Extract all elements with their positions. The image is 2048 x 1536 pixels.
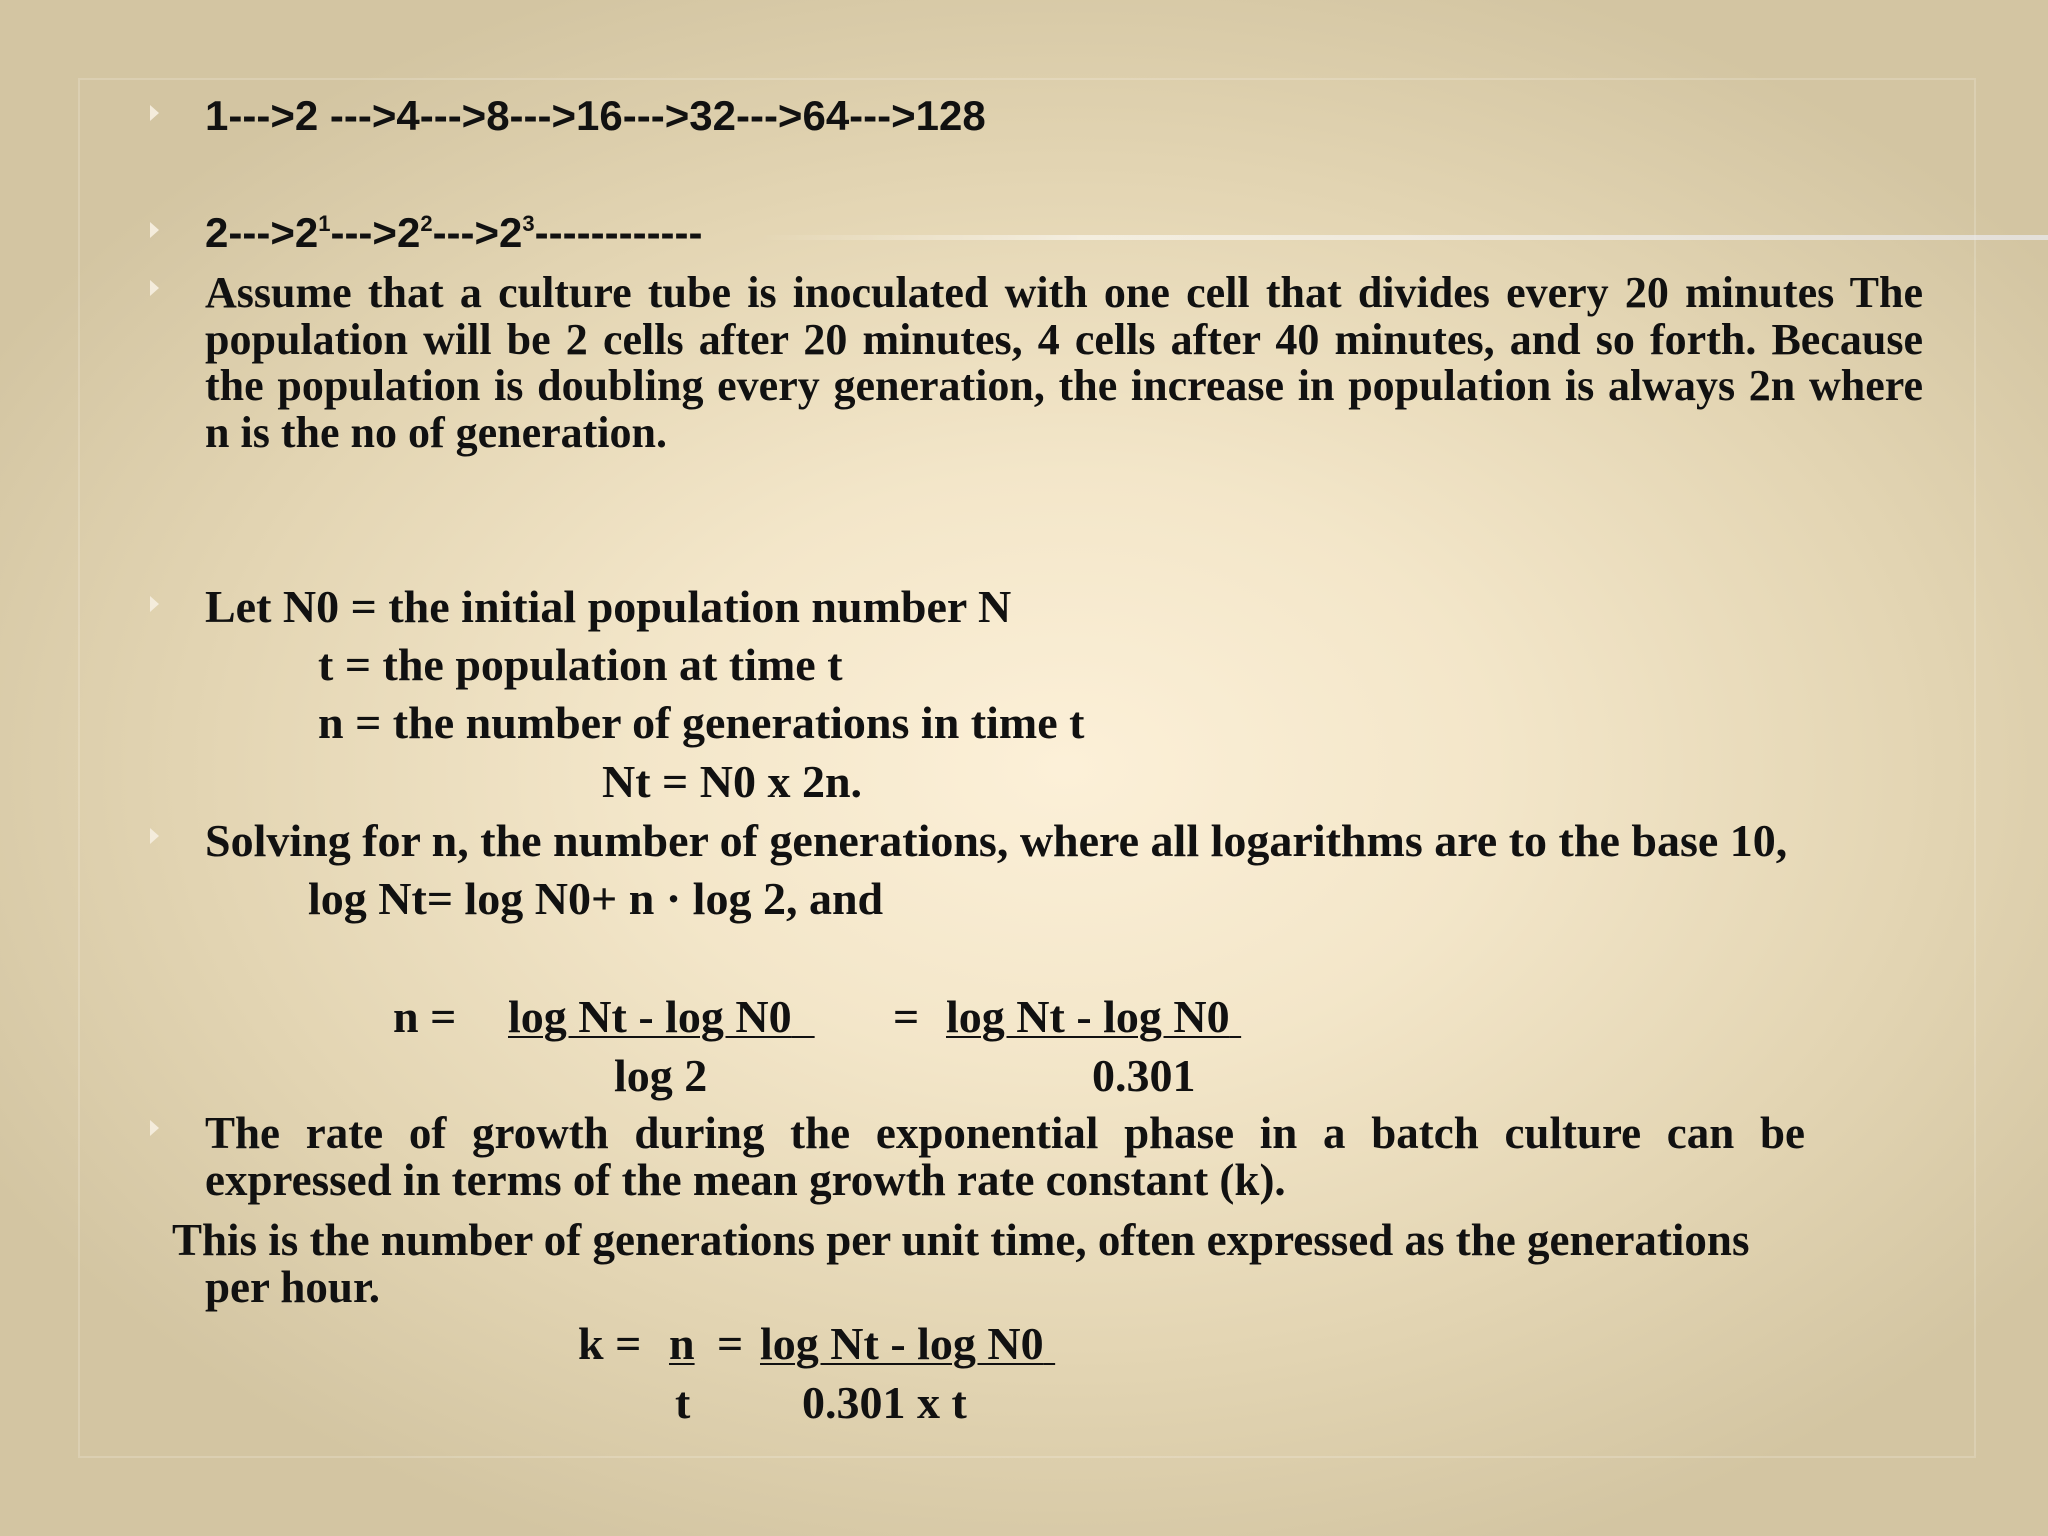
let-n0-line: Let N0 = the initial population number N	[205, 581, 1012, 632]
n-eq-lhs: n =	[393, 991, 457, 1042]
sequence-powers: $2--->2^1--->2^2--->2^3------------$	[205, 209, 703, 256]
n-eq-numerator-1: log Nt - log N0	[508, 991, 792, 1042]
rate-paragraph: The rate of growth during the exponential phase in a batch culture can be expressed in terms of the mean growth rate constant (k).	[205, 1108, 1805, 1205]
k-eq-numerator: log Nt - log N0	[760, 1318, 1044, 1369]
log-equation: log Nt= log N0+ n · log 2, and	[308, 873, 884, 924]
k-eq-lhs: k =	[578, 1318, 642, 1369]
bullet-icon	[150, 1120, 159, 1136]
n-eq-denominator-1: log 2	[614, 1050, 708, 1101]
bullet-icon	[150, 105, 159, 121]
k-eq-denominator: 0.301 x t	[802, 1377, 967, 1428]
k-eq-equals: =	[717, 1318, 744, 1369]
solving-line: Solving for n, the number of generations, where all logarithms are to the base 10,	[205, 815, 1788, 866]
k-eq-t: t	[675, 1377, 691, 1428]
definition-t: t = the population at time t	[318, 639, 843, 690]
sequence-doubling: 1--->2 --->4--->8--->16--->32--->64--->128	[205, 92, 986, 139]
n-eq-equals: =	[893, 991, 920, 1042]
formula-nt: Nt = N0 x 2n.	[602, 756, 863, 807]
k-eq-n: n	[669, 1318, 695, 1369]
definition-n: n = the number of generations in time t	[318, 697, 1085, 748]
bullet-icon	[150, 596, 159, 612]
bullet-icon	[150, 222, 159, 238]
assume-paragraph: Assume that a culture tube is inoculated with one cell that divides every 20 minutes The population will be 2 cells after 20 minutes, 4 cells after 40 minutes, and so forth. Because the population is doubling every generation, the increase in population is always 2n where n is the no of generation.	[205, 268, 1923, 457]
bullet-icon	[150, 280, 159, 296]
per-hour-line: per hour.	[205, 1262, 381, 1312]
this-is-line: This is the number of generations per unit time, often expressed as the generations	[172, 1215, 1750, 1265]
decorative-rule	[760, 235, 2048, 240]
bullet-icon	[150, 828, 159, 844]
n-eq-numerator-2: log Nt - log N0	[946, 991, 1230, 1042]
n-eq-denominator-2: 0.301	[1092, 1050, 1196, 1101]
